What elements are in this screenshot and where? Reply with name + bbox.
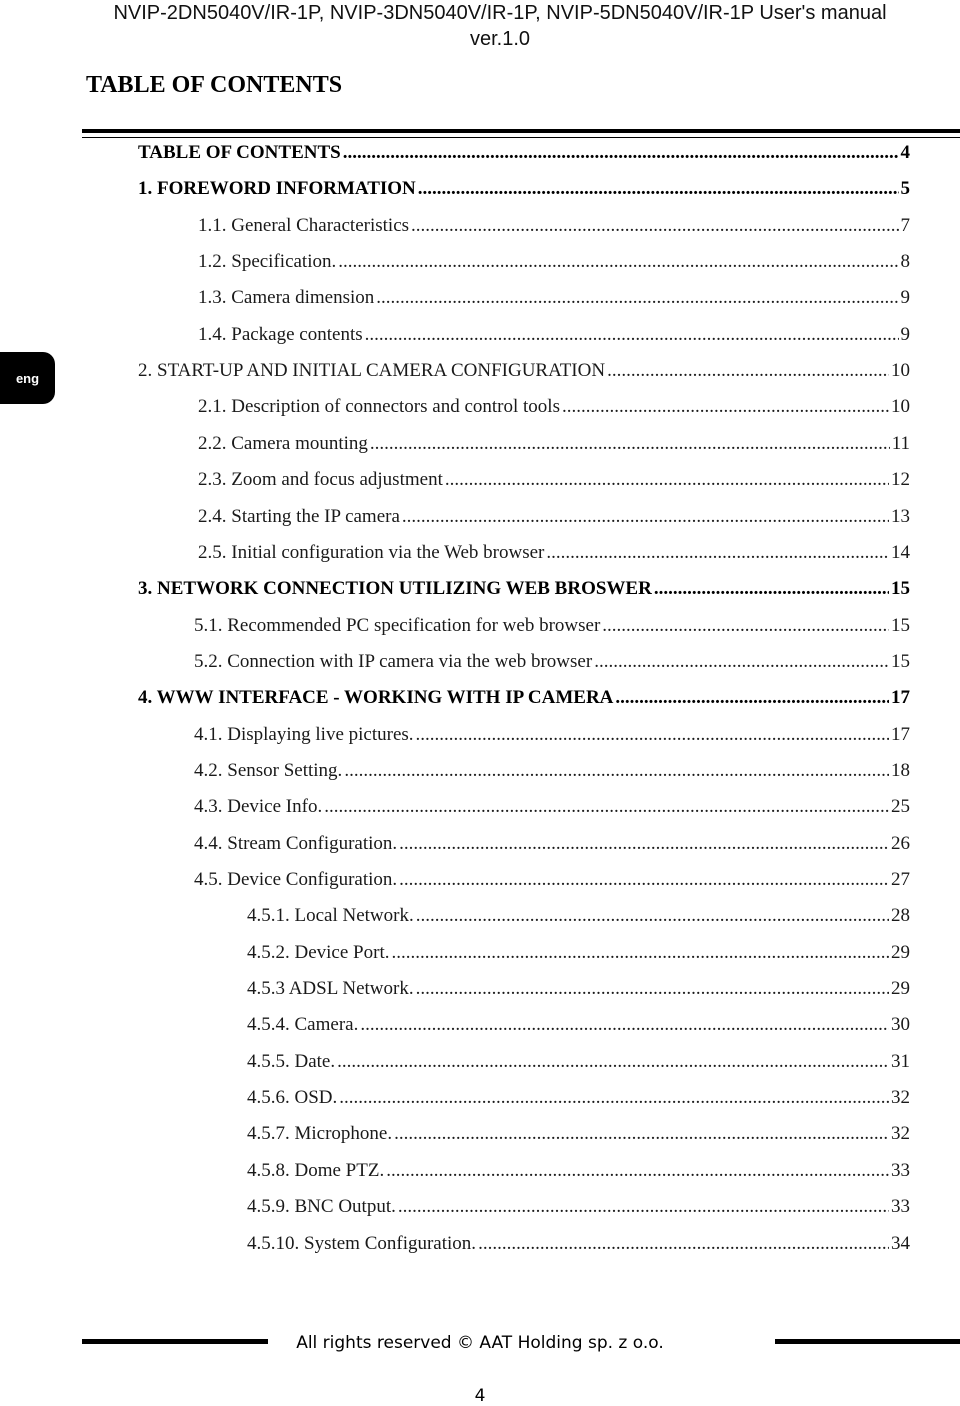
toc-entry[interactable] [247, 1160, 910, 1190]
toc-entry-page: 28 [891, 905, 910, 927]
toc-leader-dots [324, 796, 889, 818]
toc-entry-label: 4.5.3 ADSL Network. [247, 978, 414, 1000]
toc-leader-dots [411, 215, 898, 237]
toc-entry-label: 4.5.4. Camera. [247, 1014, 359, 1036]
toc-entry-page: 9 [900, 287, 910, 309]
toc-entry-page: 34 [891, 1232, 910, 1254]
toc-entry-page: 29 [891, 978, 910, 1000]
toc-entry-label: 4.5.10. System Configuration. [247, 1232, 477, 1254]
toc-leader-dots [478, 1233, 889, 1255]
toc-entry[interactable] [198, 506, 910, 536]
toc-leader-dots [546, 542, 889, 564]
toc-entry-page: 14 [891, 541, 910, 563]
toc-leader-dots [391, 942, 889, 964]
toc-entry-label: 2.2. Camera mounting [198, 432, 368, 454]
page-title: TABLE OF CONTENTS [86, 72, 343, 98]
toc-entry-label: 5.1. Recommended PC specification for web browser [194, 614, 601, 636]
toc-entry[interactable] [138, 178, 910, 208]
toc-entry-label: 2. START-UP AND INITIAL CAMERA CONFIGURATION [138, 360, 606, 382]
toc-leader-dots [360, 1014, 889, 1036]
toc-leader-dots [602, 615, 889, 637]
toc-entry-page: 11 [891, 432, 910, 454]
toc-entry-page: 8 [900, 251, 910, 273]
toc-entry[interactable] [198, 542, 910, 572]
toc-entry-page: 17 [891, 723, 910, 745]
language-tab: eng [0, 352, 55, 404]
toc-entry[interactable] [194, 724, 910, 754]
toc-entry-label: 2.4. Starting the IP camera [198, 505, 400, 527]
toc-entry-label: 1.3. Camera dimension [198, 287, 375, 309]
toc-entry-label: 4.5.8. Dome PTZ. [247, 1159, 385, 1181]
toc-entry[interactable] [198, 251, 910, 281]
toc-entry[interactable] [198, 396, 910, 426]
toc-entry[interactable] [247, 1087, 910, 1117]
toc-entry-label: 4.3. Device Info. [194, 796, 323, 818]
toc-leader-dots [445, 469, 889, 491]
toc-entry-label: 3. NETWORK CONNECTION UTILIZING WEB BROSWER [138, 578, 652, 600]
toc-entry-label: 4.5.9. BNC Output. [247, 1196, 396, 1218]
toc-entry-page: 9 [900, 323, 910, 345]
toc-entry-label: 2.5. Initial configuration via the Web browser [198, 541, 545, 563]
toc-entry-page: 10 [891, 396, 910, 418]
toc-leader-dots [343, 142, 899, 164]
toc-leader-dots [418, 178, 899, 200]
toc-leader-dots [365, 324, 899, 346]
toc-entry-label: 4. WWW INTERFACE - WORKING WITH IP CAMERA [138, 687, 614, 709]
toc-entry[interactable] [247, 905, 910, 935]
copyright-notice: All rights reserved © AAT Holding sp. z o.o. [296, 1333, 664, 1353]
toc-entry[interactable] [138, 687, 910, 717]
toc-leader-dots [402, 506, 889, 528]
toc-entry[interactable] [194, 615, 910, 645]
toc-entry-label: 1.2. Specification. [198, 251, 337, 273]
heading-divider-thick [82, 129, 960, 133]
heading-divider-thin [82, 137, 960, 138]
toc-entry-label: 4.5.2. Device Port. [247, 941, 390, 963]
toc-entry-page: 10 [891, 360, 910, 382]
toc-entry-label: 4.5.5. Date. [247, 1050, 336, 1072]
toc-leader-dots [344, 760, 889, 782]
toc-entry[interactable] [247, 978, 910, 1008]
toc-entry[interactable] [247, 942, 910, 972]
toc-entry[interactable] [194, 760, 910, 790]
toc-entry[interactable] [198, 433, 910, 463]
toc-entry-page: 13 [891, 505, 910, 527]
toc-entry[interactable] [247, 1196, 910, 1226]
toc-entry-page: 17 [891, 687, 910, 709]
toc-entry[interactable] [138, 578, 910, 608]
toc-entry-page: 27 [891, 869, 910, 890]
toc-entry-page: 12 [891, 469, 910, 491]
toc-entry-page: 26 [891, 832, 910, 854]
toc-leader-dots [594, 651, 889, 673]
manual-version: ver.1.0 [469, 28, 531, 50]
toc-entry[interactable] [198, 215, 910, 245]
toc-entry[interactable] [194, 796, 910, 826]
toc-entry-page: 15 [891, 578, 910, 600]
toc-leader-dots [416, 724, 889, 746]
toc-leader-dots [399, 869, 889, 891]
toc-entry[interactable] [138, 360, 910, 390]
toc-entry-page: 18 [891, 759, 910, 781]
toc-entry-label: 5.2. Connection with IP camera via the web browser [194, 650, 593, 672]
toc-entry[interactable] [194, 869, 910, 899]
toc-entry[interactable] [198, 287, 910, 317]
toc-entry-page: 15 [891, 614, 910, 636]
toc-leader-dots [370, 433, 890, 455]
toc-leader-dots [562, 396, 889, 418]
toc-entry-page: 33 [891, 1196, 910, 1218]
page-number: 4 [474, 1386, 486, 1406]
toc-entry-page: 32 [891, 1123, 910, 1145]
toc-entry[interactable] [247, 1051, 910, 1081]
toc-entry-label: 4.4. Stream Configuration. [194, 832, 398, 854]
toc-entry-page: 31 [891, 1050, 910, 1072]
toc-entry[interactable] [138, 142, 910, 172]
toc-entry-label: 4.2. Sensor Setting. [194, 759, 343, 781]
toc-entry-page: 33 [891, 1159, 910, 1181]
toc-leader-dots [615, 687, 889, 709]
toc-entry-label: 2.3. Zoom and focus adjustment [198, 469, 443, 491]
toc-entry-label: 1.1. General Characteristics [198, 214, 410, 236]
toc-entry-page: 25 [891, 796, 910, 818]
toc-leader-dots [337, 1051, 889, 1073]
toc-leader-dots [416, 905, 889, 927]
toc-entry-label: 4.1. Displaying live pictures. [194, 723, 414, 745]
toc-entry[interactable] [194, 833, 910, 863]
toc-entry-label: 4.5. Device Configuration. [194, 869, 398, 890]
toc-entry-label: 1. FOREWORD INFORMATION [138, 178, 416, 200]
document-header [60, 0, 940, 52]
toc-entry-page: 32 [891, 1087, 910, 1109]
toc-leader-dots [386, 1160, 889, 1182]
toc-entry-page: 30 [891, 1014, 910, 1036]
toc-leader-dots [654, 578, 889, 600]
toc-entry[interactable] [198, 469, 910, 499]
manual-title: NVIP-2DN5040V/IR-1P, NVIP-3DN5040V/IR-1P, NVIP-5DN5040V/IR-1P User's manual [113, 2, 887, 24]
toc-leader-dots [398, 1196, 889, 1218]
toc-leader-dots [338, 251, 898, 273]
toc-entry-page: 29 [891, 941, 910, 963]
toc-leader-dots [399, 833, 889, 855]
toc-entry-label: TABLE OF CONTENTS [138, 142, 341, 163]
toc-entry-label: 4.5.1. Local Network. [247, 905, 414, 927]
toc-leader-dots [394, 1123, 889, 1145]
toc-leader-dots [376, 287, 898, 309]
toc-entry[interactable] [247, 1014, 910, 1044]
toc-entry[interactable] [247, 1123, 910, 1153]
toc-entry-page: 5 [900, 178, 910, 200]
toc-leader-dots [607, 360, 889, 382]
toc-entry-label: 2.1. Description of connectors and control tools [198, 396, 560, 418]
toc-entry[interactable] [194, 651, 910, 681]
toc-entry[interactable] [247, 1233, 910, 1263]
toc-entry-label: 4.5.7. Microphone. [247, 1123, 393, 1145]
toc-leader-dots [339, 1087, 889, 1109]
toc-leader-dots [416, 978, 889, 1000]
toc-entry-label: 1.4. Package contents [198, 323, 363, 345]
toc-entry-page: 7 [900, 214, 910, 236]
toc-entry-label: 4.5.6. OSD. [247, 1087, 338, 1109]
toc-entry-page: 4 [900, 142, 910, 163]
toc-entry[interactable] [198, 324, 910, 354]
toc-entry-page: 15 [891, 650, 910, 672]
